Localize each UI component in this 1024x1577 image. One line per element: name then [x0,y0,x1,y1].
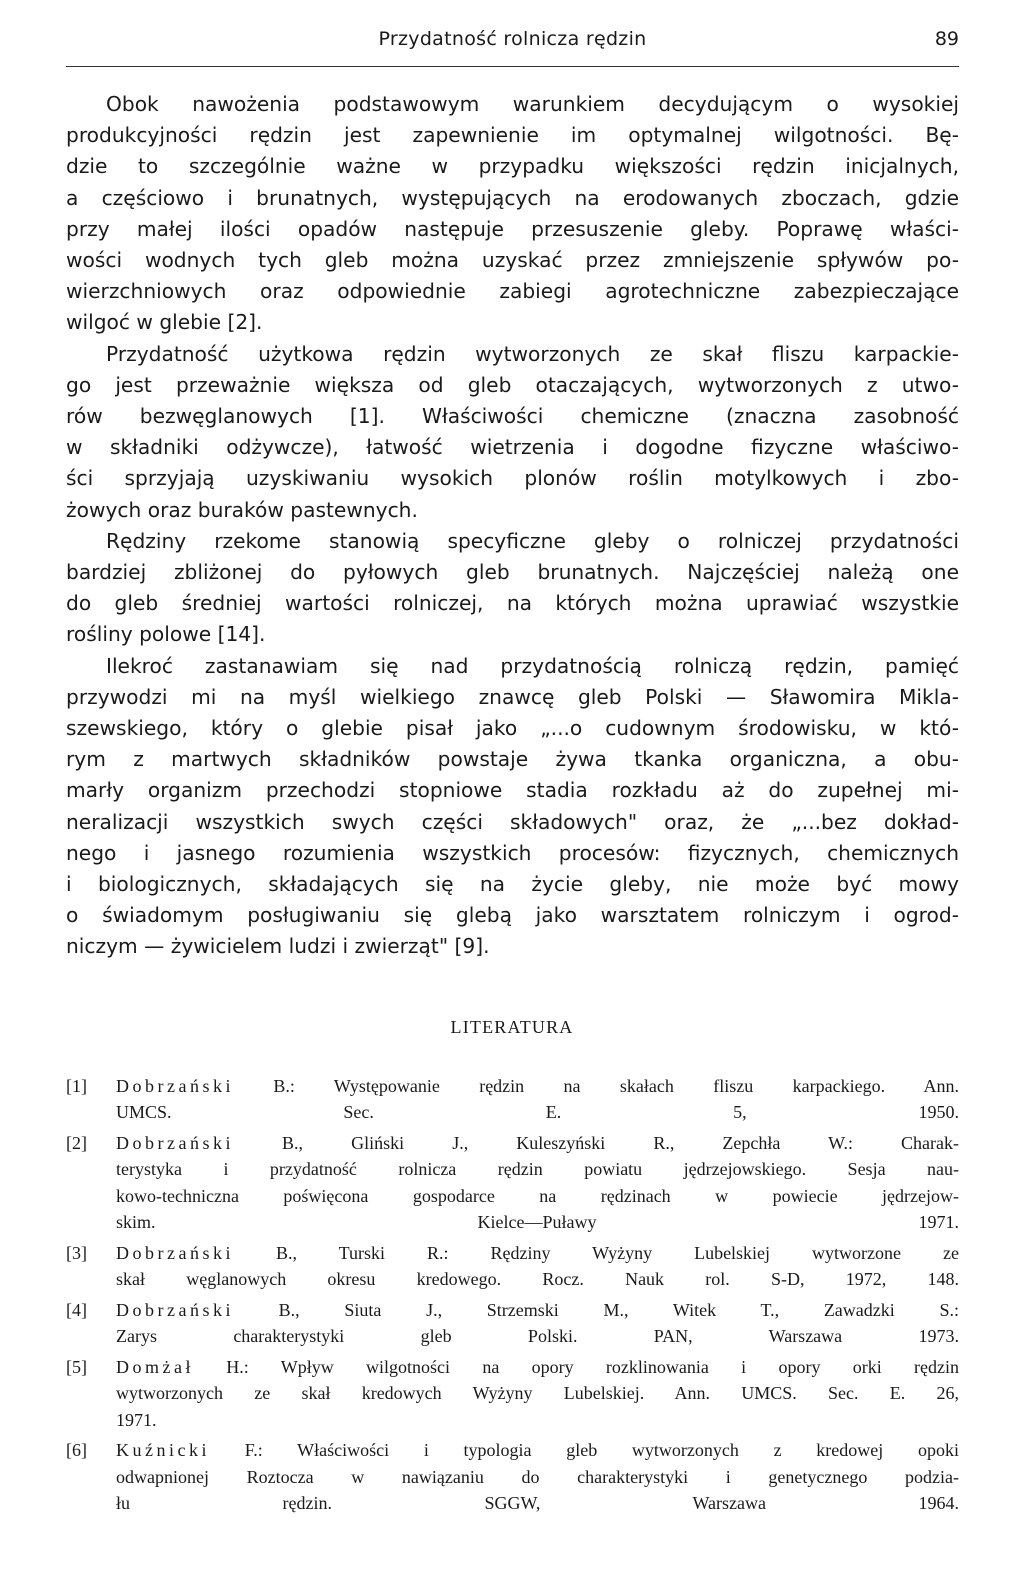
reference-number: [5] [66,1356,87,1377]
reference-number: [6] [66,1440,87,1461]
reference-text: terystyka i przydatność rolnicza rędzin powiatu jędrzejowskiego. Sesja nau- [116,1159,959,1180]
text-line: wilgoć w glebie [2]. [66,310,263,335]
page-number: 89 [934,28,959,50]
text-line: a częściowo i brunatnych, występujących na erodowanych zboczach, gdzie [66,185,959,210]
text-line: wości wodnych tych gleb można uzyskać przez zmniejszenie spływów po- [66,248,959,273]
reference-author: Dobrzański [116,1299,234,1320]
text-line: marły organizm przechodzi stopniowe stadia rozkładu aż do zupełnej mi- [66,778,959,803]
text-line: ści sprzyjają uzyskiwaniu wysokich plonów roślin motylkowych i zbo- [66,466,959,491]
reference-text: 1971. [116,1409,157,1430]
reference-text: Zarys charakterystyki gleb Polski. PAN, Warszawa 1973. [116,1326,959,1347]
text-line: Obok nawożenia podstawowym warunkiem decydującym o wysokiej [106,92,959,116]
paragraph-3 [66,526,959,651]
reference-list [66,1073,959,1521]
reference-entry-2 [66,1130,959,1236]
reference-text: B., Siuta J., Strzemski M., Witek T., Zawadzki S.: [233,1299,959,1320]
running-title: Przydatność rolnicza rędzin [378,28,647,50]
reference-entry-3 [66,1240,959,1293]
reference-number: [4] [66,1299,87,1320]
text-line: przy małej ilości opadów następuje przesuszenie gleby. Poprawę właści- [66,216,959,241]
text-line: go jest przeważnie większa od gleb otaczających, wytworzonych z utwo- [66,372,959,397]
text-line: produkcyjności rędzin jest zapewnienie im optymalnej wilgotności. Bę- [66,123,959,148]
text-line: wierzchniowych oraz odpowiednie zabiegi agrotechniczne zabezpieczające [66,279,959,304]
text-line: do gleb średniej wartości rolniczej, na których można uprawiać wszystkie [66,591,959,616]
reference-entry-5 [66,1354,959,1433]
reference-author: Dobrzański [116,1076,234,1096]
reference-text: H.: Wpływ wilgotności na opory rozklinowania i opory orki rędzin [193,1356,959,1377]
text-line: niczym — żywicielem ludzi i zwierząt" [9]. [66,934,490,959]
reference-text: wytworzonych ze skał kredowych Wyżyny Lubelskiej. Ann. UMCS. Sec. E. 26, [116,1383,959,1404]
reference-author: Kuźnicki [116,1440,210,1461]
text-line: rośliny polowe [14]. [66,622,266,647]
text-line: szewskiego, który o glebie pisał jako „...o cudownym środowisku, w któ- [66,716,959,741]
reference-author: Dobrzański [116,1242,234,1263]
reference-number: [1] [66,1076,87,1096]
text-line: rów bezwęglanowych [1]. Właściwości chemiczne (znaczna zasobność [66,404,959,429]
text-line: w składniki odżywcze), łatwość wietrzenia i dogodne fizyczne właściwo- [66,435,959,460]
reference-text: F.: Właściwości i typologia gleb wytworzonych z kredowej opoki [209,1440,959,1461]
text-line: Przydatność użytkowa rędzin wytworzonych ze skał fliszu karpackie- [106,341,959,366]
reference-text: skał węglanowych okresu kredowego. Rocz. Nauk rol. S-D, 1972, 148. [116,1269,959,1290]
reference-text: B., Gliński J., Kuleszyński R., Zepchła W.: Charak- [233,1133,959,1153]
reference-text: odwapnionej Roztocza w nawiązaniu do charakterystyki i genetycznego podzia- [116,1466,959,1487]
text-line: dzie to szczególnie ważne w przypadku większości rędzin inicjalnych, [66,154,959,179]
reference-text: skim. Kielce—Puławy 1971. [116,1212,959,1233]
text-line: i biologicznych, składających się na życie gleby, nie może być mowy [66,872,959,897]
text-line: Ilekroć zastanawiam się nad przydatnością rolniczą rędzin, pamięć [106,653,959,678]
reference-entry-1 [66,1073,959,1126]
paragraph-4 [66,651,959,963]
paragraph-1 [66,89,959,339]
reference-entry-4 [66,1297,959,1350]
reference-text: kowo-techniczna poświęcona gospodarce na rędzinach w powiecie jędrzejow- [116,1185,959,1206]
reference-text: B., Turski R.: Rędziny Wyżyny Lubelskiej wytworzone ze [233,1242,959,1263]
reference-entry-6 [66,1437,959,1516]
text-line: przywodzi mi na myśl wielkiego znawcę gleb Polski — Sławomira Mikla- [66,684,959,709]
running-header [66,28,959,67]
reference-author: Domżał [116,1356,194,1377]
reference-number: [2] [66,1133,87,1153]
reference-text: łu rędzin. SGGW, Warszawa 1964. [116,1493,959,1514]
text-line: żowych oraz buraków pastewnych. [66,497,418,522]
text-line: o świadomym posługiwaniu się glebą jako warsztatem rolniczym i ogrod- [66,903,959,928]
paragraph-2 [66,339,959,526]
reference-author: Dobrzański [116,1133,234,1153]
reference-number: [3] [66,1242,87,1263]
body-text [66,89,959,963]
text-line: neralizacji wszystkich swych części składowych" oraz, że „...bez dokład- [66,809,959,834]
text-line: Rędziny rzekome stanowią specyficzne gleby o rolniczej przydatności [106,528,959,553]
reference-text: UMCS. Sec. E. 5, 1950. [116,1102,959,1123]
reference-text: B.: Występowanie rędzin na skałach fliszu karpackiego. Ann. [233,1076,959,1096]
text-line: rym z martwych składników powstaje żywa tkanka organiczna, a obu- [66,747,959,772]
literature-heading: LITERATURA [450,1017,574,1037]
text-line: bardziej zbliżonej do pyłowych gleb brunatnych. Najczęściej należą one [66,560,959,585]
text-line: nego i jasnego rozumienia wszystkich procesów: fizycznych, chemicznych [66,840,959,865]
